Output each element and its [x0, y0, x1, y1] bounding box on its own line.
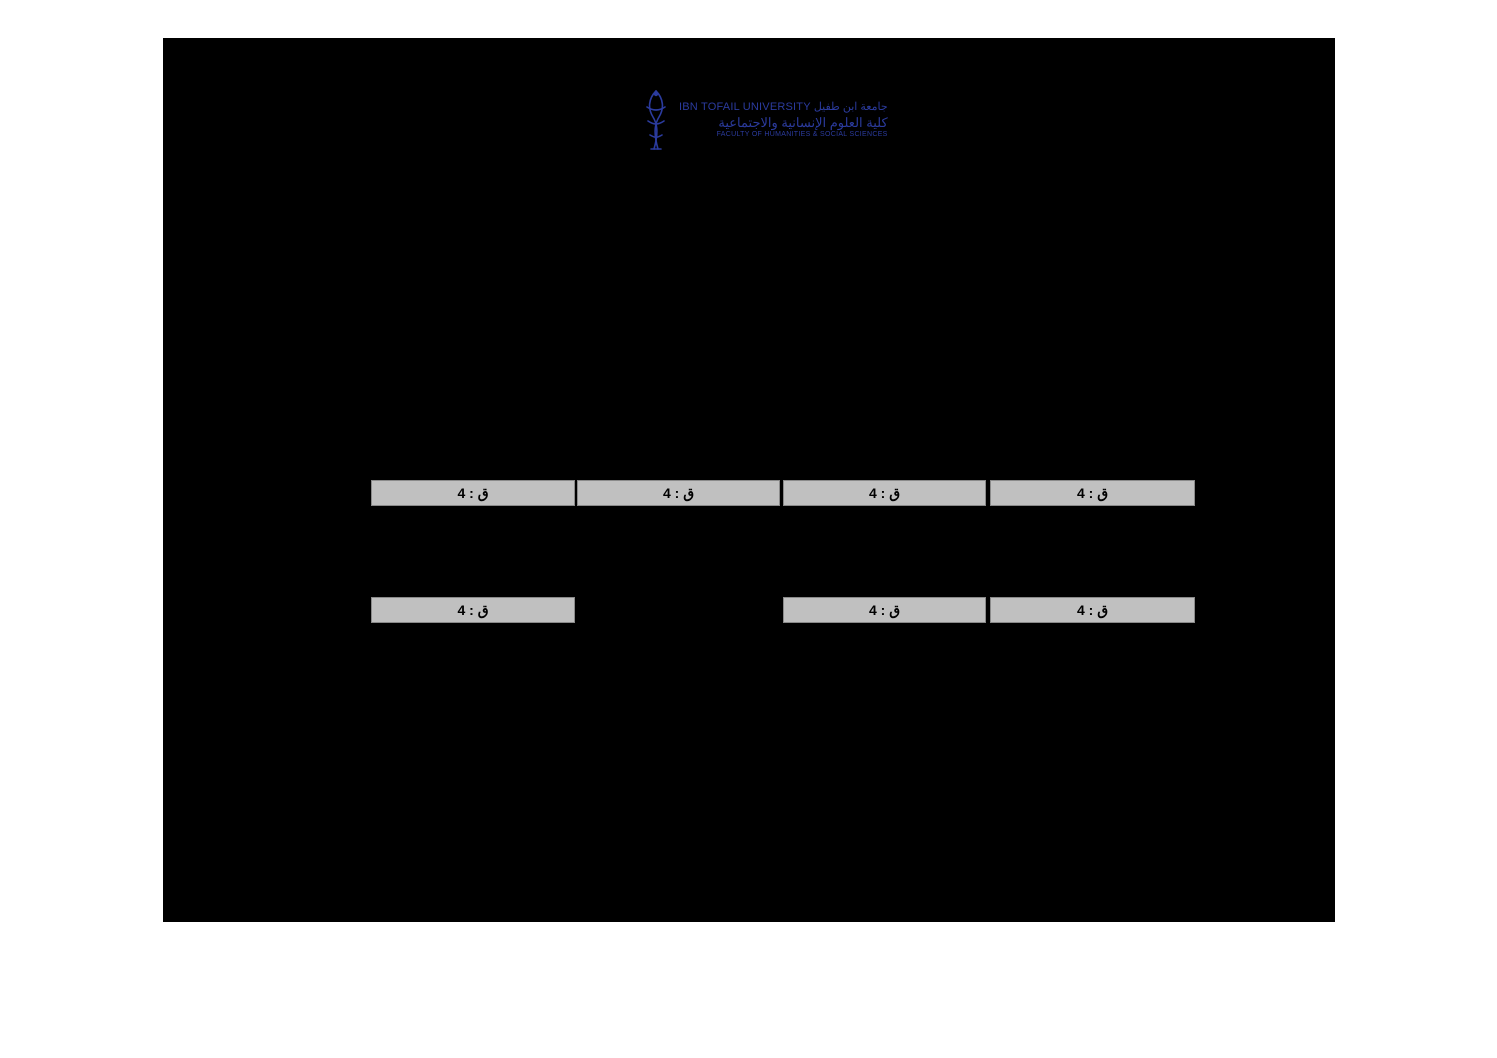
- field-box-row1-col4[interactable]: ق : 4: [371, 480, 575, 506]
- field-box-row1-col1[interactable]: ق : 4: [990, 480, 1195, 506]
- field-box-row2-col2[interactable]: ق : 4: [783, 597, 986, 623]
- field-box-row1-col2[interactable]: ق : 4: [783, 480, 986, 506]
- logo-line-arabic-university: جامعة ابن طفيل IBN TOFAIL UNIVERSITY: [679, 101, 888, 114]
- field-box-row2-col3[interactable]: ق : 4: [371, 597, 575, 623]
- logo-line-arabic-faculty: كلية العلوم الإنسانية والاجتماعية: [718, 114, 888, 130]
- field-box-row2-col1[interactable]: ق : 4: [990, 597, 1195, 623]
- field-box-row1-col3[interactable]: ق : 4: [577, 480, 780, 506]
- logo-line-english-faculty: FACULTY OF HUMANITIES & SOCIAL SCIENCES: [716, 131, 888, 139]
- document-page: [163, 38, 1335, 922]
- university-logo: [639, 83, 904, 158]
- university-crest-icon: [639, 87, 673, 155]
